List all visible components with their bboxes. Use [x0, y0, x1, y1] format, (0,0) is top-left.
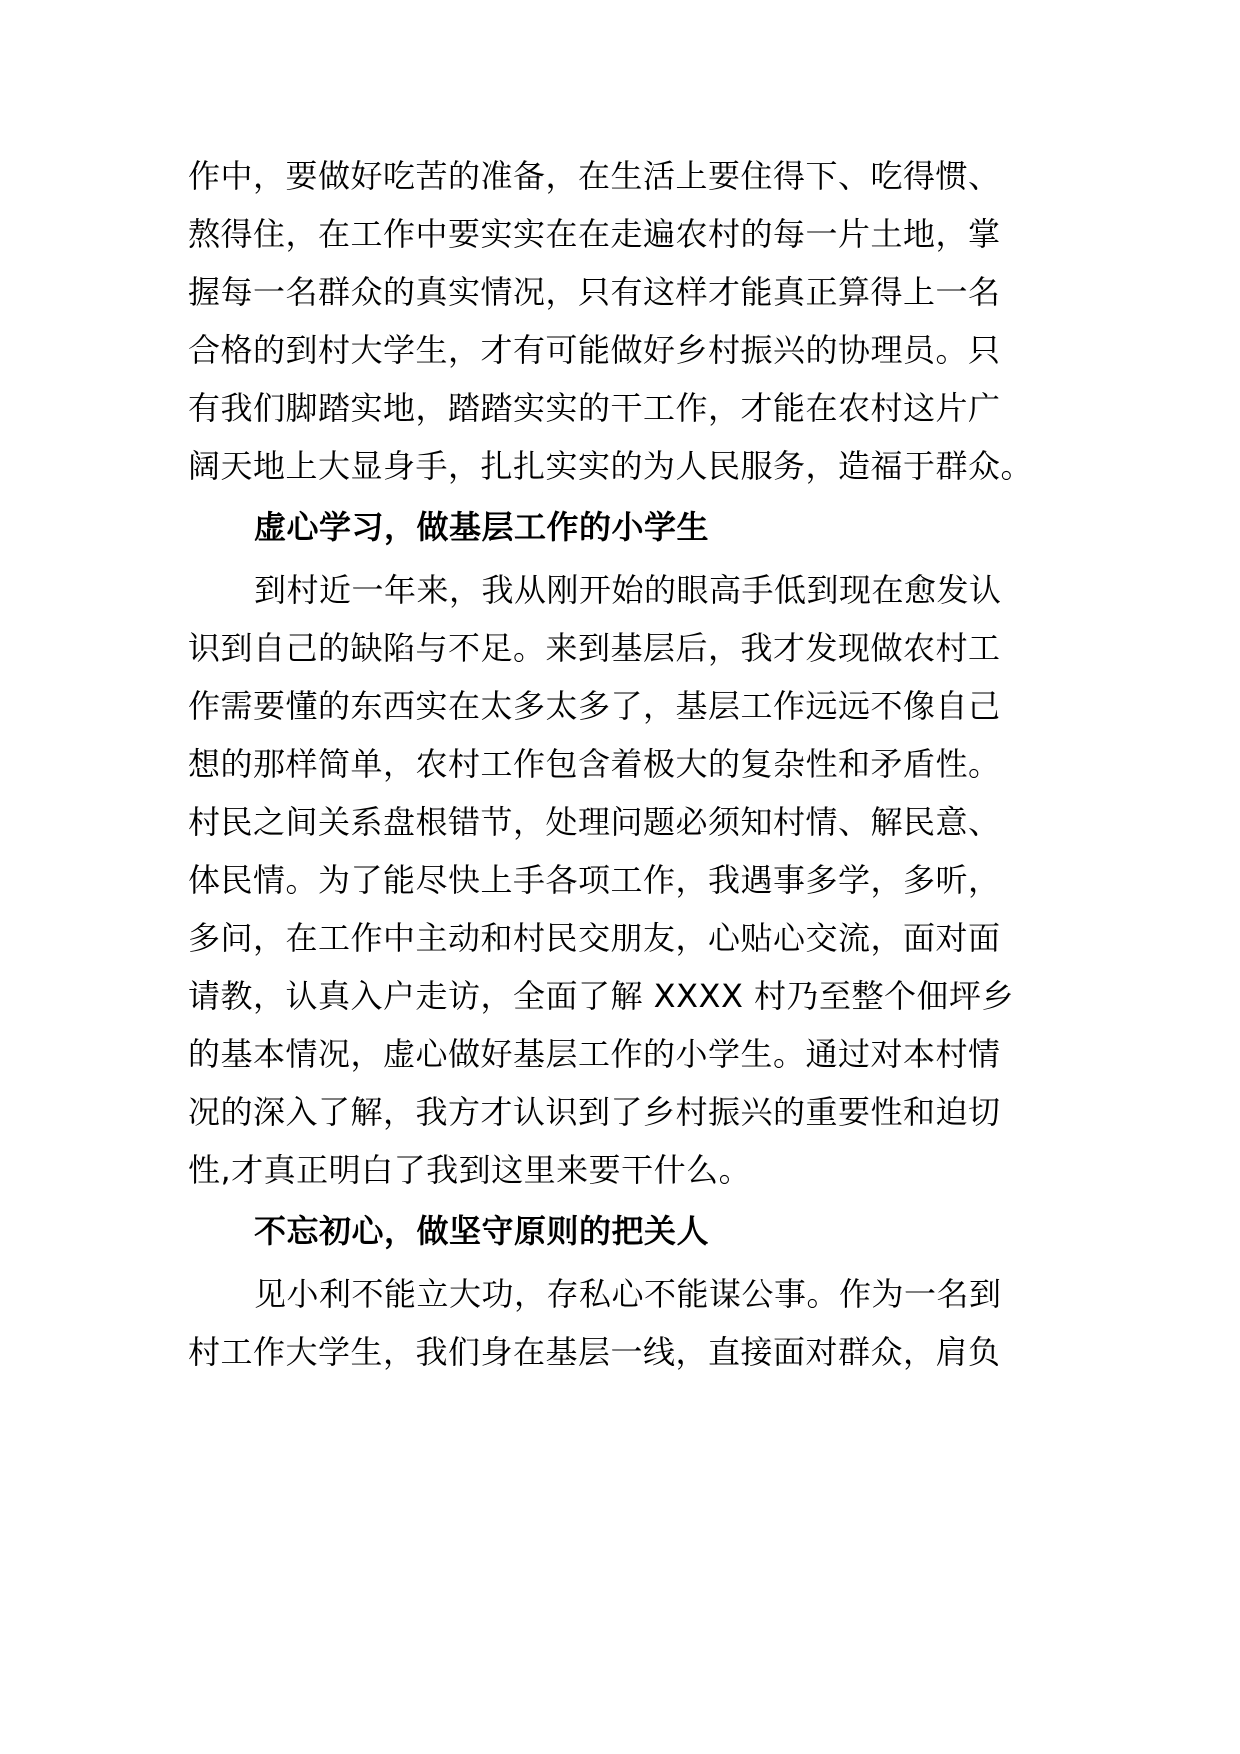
- paragraph-line: 有我们脚踏实地，踏踏实实的干工作，才能在农村这片广: [188, 389, 1001, 427]
- paragraph-line: 体民情。为了能尽快上手各项工作，我遇事多学，多听，: [188, 861, 1001, 899]
- paragraph-line: 见小利不能立大功，存私心不能谋公事。作为一名到: [254, 1275, 1002, 1313]
- paragraph-line: 性,才真正明白了我到这里来要干什么。: [188, 1151, 752, 1189]
- paragraph-line: 识到自己的缺陷与不足。来到基层后，我才发现做农村工: [188, 629, 1001, 667]
- paragraph-line: 村民之间关系盘根错节，处理问题必须知村情、解民意、: [188, 803, 1001, 841]
- paragraph-line: 想的那样简单，农村工作包含着极大的复杂性和矛盾性。: [188, 745, 1001, 783]
- paragraph-line: 到村近一年来，我从刚开始的眼高手低到现在愈发认: [254, 571, 1002, 609]
- paragraph-line: 熬得住，在工作中要实实在在走遍农村的每一片土地，掌: [188, 215, 1001, 253]
- section-heading: 不忘初心，做坚守原则的把关人: [254, 1212, 710, 1250]
- paragraph-line: 握每一名群众的真实情况，只有这样才能真正算得上一名: [188, 273, 1001, 311]
- paragraph-line: 况的深入了解，我方才认识到了乡村振兴的重要性和迫切: [188, 1093, 1001, 1131]
- paragraph-line: 村工作大学生，我们身在基层一线，直接面对群众，肩负: [188, 1333, 1001, 1371]
- paragraph-line: 多问，在工作中主动和村民交朋友，心贴心交流，面对面: [188, 919, 1001, 957]
- paragraph-line: 阔天地上大显身手，扎扎实实的为人民服务，造福于群众。: [188, 447, 1034, 485]
- paragraph-line: 作中，要做好吃苦的准备，在生活上要住得下、吃得惯、: [188, 157, 1001, 195]
- section-heading: 虚心学习，做基层工作的小学生: [254, 508, 710, 546]
- paragraph-line: 作需要懂的东西实在太多太多了，基层工作远远不像自己: [188, 687, 1001, 725]
- paragraph-line: 合格的到村大学生，才有可能做好乡村振兴的协理员。只: [188, 331, 1001, 369]
- paragraph-line: 请教，认真入户走访，全面了解 XXXX 村乃至整个佃坪乡: [188, 977, 1015, 1015]
- paragraph-line: 的基本情况，虚心做好基层工作的小学生。通过对本村情: [188, 1035, 1001, 1073]
